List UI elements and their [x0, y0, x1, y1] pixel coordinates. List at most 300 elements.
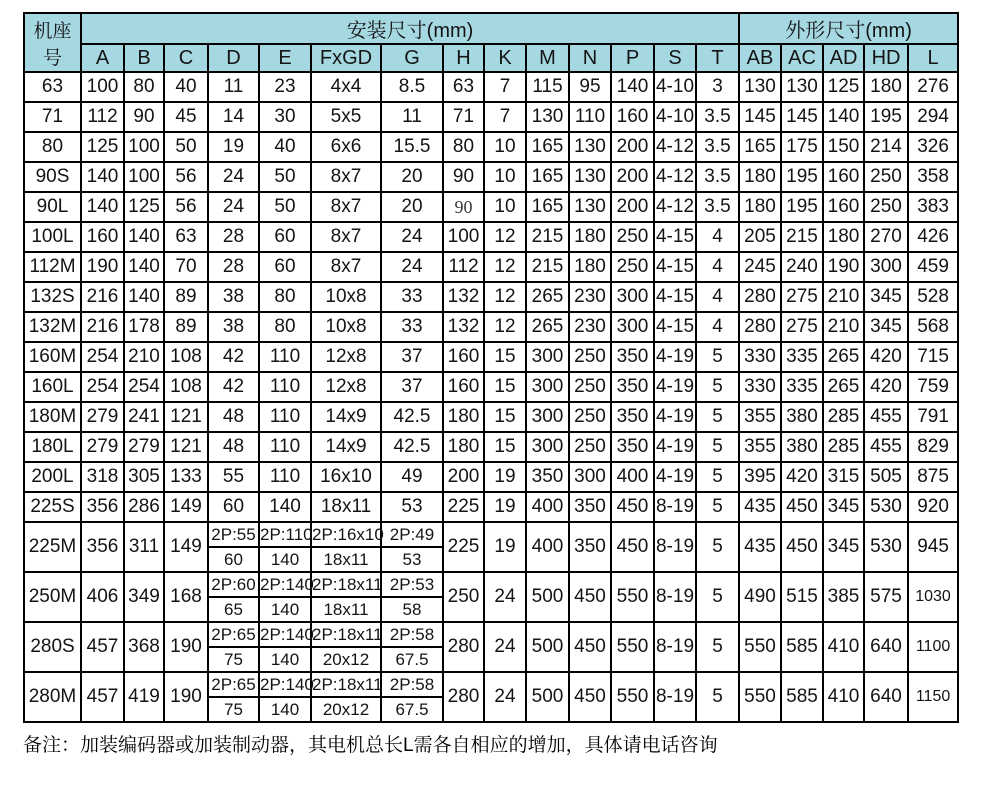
column-header-K: K: [484, 44, 526, 72]
value-cell: 280: [443, 672, 484, 722]
value-cell: 15: [484, 432, 526, 462]
value-cell: 280: [443, 622, 484, 672]
value-cell: 455: [864, 432, 908, 462]
value-cell: 145: [739, 102, 781, 132]
value-cell: 130: [739, 72, 781, 102]
frame-cell: 225S: [24, 492, 81, 522]
value-cell: 4: [696, 282, 739, 312]
value-cell: 568: [908, 312, 958, 342]
value-cell-sub: 65: [208, 597, 259, 622]
value-cell: 420: [781, 462, 823, 492]
table-row: [24, 462, 958, 492]
value-cell: 450: [611, 492, 654, 522]
value-cell: 550: [611, 672, 654, 722]
value-cell: 457: [81, 672, 124, 722]
value-cell: 132: [443, 282, 484, 312]
table-body: [24, 72, 958, 722]
value-cell: 180: [443, 432, 484, 462]
value-cell: 4-19: [654, 462, 696, 492]
value-cell: 4-10: [654, 102, 696, 132]
value-cell: 125: [823, 72, 864, 102]
column-header-M: M: [526, 44, 569, 72]
value-cell: 330: [739, 342, 781, 372]
value-cell: 175: [781, 132, 823, 162]
value-cell: 195: [864, 102, 908, 132]
value-cell: 275: [781, 282, 823, 312]
value-cell: 180: [739, 162, 781, 192]
value-cell: 345: [823, 522, 864, 572]
value-cell: 3.5: [696, 132, 739, 162]
value-cell: 24: [484, 572, 526, 622]
column-header-N: N: [569, 44, 611, 72]
value-cell: 455: [864, 402, 908, 432]
value-cell: 190: [164, 622, 208, 672]
value-cell: 528: [908, 282, 958, 312]
value-cell: 300: [526, 402, 569, 432]
table-row: [24, 672, 958, 697]
value-cell: 426: [908, 222, 958, 252]
value-cell: 550: [739, 672, 781, 722]
value-cell: 5: [696, 342, 739, 372]
value-cell: 250: [864, 162, 908, 192]
value-cell: 350: [569, 492, 611, 522]
value-cell: 63: [443, 72, 484, 102]
value-cell: 210: [823, 282, 864, 312]
value-cell: 130: [569, 192, 611, 222]
value-cell-2p: 2P:58: [381, 672, 443, 697]
frame-cell: 160L: [24, 372, 81, 402]
value-cell: 500: [526, 572, 569, 622]
value-cell: 230: [569, 282, 611, 312]
value-cell: 70: [164, 252, 208, 282]
value-cell: 254: [81, 372, 124, 402]
value-cell: 356: [81, 522, 124, 572]
value-cell: 10x8: [311, 312, 381, 342]
value-cell: 140: [124, 222, 164, 252]
value-cell-2p: 2P:110: [259, 522, 311, 547]
value-cell: 4-12: [654, 192, 696, 222]
value-cell: 250: [611, 222, 654, 252]
value-cell: 49: [381, 462, 443, 492]
value-cell: 215: [781, 222, 823, 252]
value-cell: 100: [81, 72, 124, 102]
value-cell: 125: [124, 192, 164, 222]
value-cell: 450: [569, 572, 611, 622]
value-cell-sub: 20x12: [311, 697, 381, 722]
column-header-P: P: [611, 44, 654, 72]
column-header-G: G: [381, 44, 443, 72]
value-cell: 550: [611, 622, 654, 672]
value-cell: 294: [908, 102, 958, 132]
value-cell: 326: [908, 132, 958, 162]
value-cell: 410: [823, 672, 864, 722]
value-cell: 457: [81, 622, 124, 672]
value-cell: 4-15: [654, 222, 696, 252]
value-cell: 5: [696, 572, 739, 622]
value-cell: 14: [208, 102, 259, 132]
value-cell-2p: 2P:65: [208, 672, 259, 697]
value-cell: 4: [696, 252, 739, 282]
value-cell: 225: [443, 522, 484, 572]
table-row: [24, 252, 958, 282]
value-cell: 23: [259, 72, 311, 102]
value-cell: 5: [696, 492, 739, 522]
value-cell: 265: [823, 342, 864, 372]
value-cell: 24: [381, 222, 443, 252]
value-cell: 8x7: [311, 162, 381, 192]
column-header-T: T: [696, 44, 739, 72]
value-cell: 759: [908, 372, 958, 402]
value-cell: 140: [81, 162, 124, 192]
value-cell: 286: [124, 492, 164, 522]
value-cell: 383: [908, 192, 958, 222]
value-cell: 4-12: [654, 162, 696, 192]
value-cell-sub: 75: [208, 647, 259, 672]
value-cell: 505: [864, 462, 908, 492]
value-cell: 254: [81, 342, 124, 372]
frame-cell: 132S: [24, 282, 81, 312]
value-cell: 200: [443, 462, 484, 492]
value-cell: 350: [569, 522, 611, 572]
value-cell: 358: [908, 162, 958, 192]
value-cell: 112: [443, 252, 484, 282]
value-cell: 4-12: [654, 132, 696, 162]
value-cell: 100: [443, 222, 484, 252]
value-cell: 63: [164, 222, 208, 252]
value-cell: 100: [124, 162, 164, 192]
value-cell: 311: [124, 522, 164, 572]
value-cell-2p: 2P:18x11: [311, 672, 381, 697]
value-cell: 279: [81, 432, 124, 462]
value-cell: 270: [864, 222, 908, 252]
value-cell: 178: [124, 312, 164, 342]
table-header: [24, 13, 958, 72]
value-cell: 335: [781, 342, 823, 372]
value-cell: 110: [259, 432, 311, 462]
value-cell: 140: [823, 102, 864, 132]
value-cell: 90: [124, 102, 164, 132]
value-cell: 4-19: [654, 342, 696, 372]
value-cell: 345: [864, 312, 908, 342]
value-cell: 5: [696, 522, 739, 572]
mounting-dimensions-header: 安装尺寸(mm): [81, 13, 739, 44]
table-row: [24, 102, 958, 132]
column-header-HD: HD: [864, 44, 908, 72]
value-cell: 345: [864, 282, 908, 312]
value-cell: 50: [259, 162, 311, 192]
value-cell: 48: [208, 432, 259, 462]
value-cell: 38: [208, 282, 259, 312]
value-cell: 210: [823, 312, 864, 342]
value-cell: 250: [569, 342, 611, 372]
value-cell: 215: [526, 222, 569, 252]
value-cell: 4-19: [654, 432, 696, 462]
value-cell: 165: [526, 132, 569, 162]
table-row: [24, 622, 958, 647]
value-cell-2p: 2P:58: [381, 622, 443, 647]
value-cell: 160: [823, 192, 864, 222]
value-cell: 12: [484, 252, 526, 282]
column-header-A: A: [81, 44, 124, 72]
table-row: [24, 372, 958, 402]
value-cell: 6x6: [311, 132, 381, 162]
value-cell: 24: [484, 622, 526, 672]
value-cell: 18x11: [311, 492, 381, 522]
value-cell: 20: [381, 162, 443, 192]
value-cell: 5: [696, 672, 739, 722]
value-cell: 530: [864, 492, 908, 522]
value-cell: 200: [611, 192, 654, 222]
value-cell: 380: [781, 402, 823, 432]
value-cell: 8x7: [311, 252, 381, 282]
value-cell: 90: [443, 192, 484, 222]
motor-dimension-table: [23, 12, 959, 723]
frame-cell: 250M: [24, 572, 81, 622]
value-cell: 550: [611, 572, 654, 622]
value-cell: 490: [739, 572, 781, 622]
value-cell: 280: [739, 312, 781, 342]
value-cell: 276: [908, 72, 958, 102]
value-cell-sub: 18x11: [311, 597, 381, 622]
value-cell: 50: [164, 132, 208, 162]
value-cell: 5: [696, 462, 739, 492]
value-cell: 140: [81, 192, 124, 222]
value-cell: 50: [259, 192, 311, 222]
column-header-AD: AD: [823, 44, 864, 72]
value-cell: 355: [739, 432, 781, 462]
value-cell: 400: [526, 492, 569, 522]
value-cell: 56: [164, 162, 208, 192]
value-cell: 350: [526, 462, 569, 492]
value-cell: 108: [164, 372, 208, 402]
value-cell: 300: [611, 312, 654, 342]
value-cell: 575: [864, 572, 908, 622]
table-row: [24, 342, 958, 372]
value-cell: 829: [908, 432, 958, 462]
value-cell: 42.5: [381, 402, 443, 432]
value-cell-2p: 2P:140: [259, 572, 311, 597]
frame-number-header: 机座号: [24, 13, 81, 72]
table-row: [24, 492, 958, 522]
value-cell: 45: [164, 102, 208, 132]
value-cell: 24: [208, 162, 259, 192]
value-cell: 4-19: [654, 402, 696, 432]
value-cell: 20: [381, 192, 443, 222]
value-cell-sub: 140: [259, 547, 311, 572]
value-cell: 80: [443, 132, 484, 162]
value-cell-sub: 58: [381, 597, 443, 622]
value-cell: 216: [81, 282, 124, 312]
value-cell-sub: 140: [259, 647, 311, 672]
value-cell: 140: [259, 492, 311, 522]
value-cell: 350: [611, 402, 654, 432]
value-cell: 115: [526, 72, 569, 102]
value-cell: 33: [381, 312, 443, 342]
value-cell: 406: [81, 572, 124, 622]
column-header-FxGD: FxGD: [311, 44, 381, 72]
value-cell: 4-15: [654, 282, 696, 312]
value-cell-sub: 53: [381, 547, 443, 572]
value-cell: 300: [611, 282, 654, 312]
value-cell: 80: [259, 282, 311, 312]
value-cell: 4: [696, 222, 739, 252]
value-cell: 300: [526, 342, 569, 372]
value-cell: 11: [381, 102, 443, 132]
column-header-AC: AC: [781, 44, 823, 72]
value-cell: 160: [443, 372, 484, 402]
value-cell: 42: [208, 372, 259, 402]
value-cell: 40: [259, 132, 311, 162]
table-row: [24, 432, 958, 462]
value-cell: 214: [864, 132, 908, 162]
value-cell: 165: [526, 192, 569, 222]
value-cell: 150: [823, 132, 864, 162]
value-cell: 37: [381, 372, 443, 402]
value-cell: 28: [208, 252, 259, 282]
value-cell: 195: [781, 192, 823, 222]
value-cell: 5: [696, 432, 739, 462]
frame-cell: 180L: [24, 432, 81, 462]
value-cell: 140: [611, 72, 654, 102]
frame-cell: 71: [24, 102, 81, 132]
value-cell: 100: [124, 132, 164, 162]
value-cell: 195: [781, 162, 823, 192]
value-cell: 110: [569, 102, 611, 132]
column-header-L: L: [908, 44, 958, 72]
frame-cell: 80: [24, 132, 81, 162]
value-cell-2p: 2P:53: [381, 572, 443, 597]
value-cell: 19: [484, 522, 526, 572]
frame-cell: 225M: [24, 522, 81, 572]
value-cell: 225: [443, 492, 484, 522]
value-cell: 8-19: [654, 672, 696, 722]
value-cell: 12x8: [311, 372, 381, 402]
value-cell: 145: [781, 102, 823, 132]
value-cell: 380: [781, 432, 823, 462]
value-cell: 80: [259, 312, 311, 342]
value-cell: 180: [739, 192, 781, 222]
value-cell: 60: [259, 252, 311, 282]
value-cell: 190: [81, 252, 124, 282]
table-row: [24, 522, 958, 547]
value-cell: 121: [164, 432, 208, 462]
value-cell: 254: [124, 372, 164, 402]
value-cell: 350: [611, 432, 654, 462]
value-cell: 19: [484, 462, 526, 492]
value-cell: 945: [908, 522, 958, 572]
table-row: [24, 192, 958, 222]
value-cell: 265: [823, 372, 864, 402]
frame-cell: 180M: [24, 402, 81, 432]
value-cell: 15: [484, 342, 526, 372]
value-cell: 250: [569, 432, 611, 462]
value-cell: 15: [484, 372, 526, 402]
value-cell: 108: [164, 342, 208, 372]
value-cell-sub: 67.5: [381, 697, 443, 722]
value-cell: 450: [611, 522, 654, 572]
frame-cell: 90S: [24, 162, 81, 192]
value-cell: 7: [484, 72, 526, 102]
table-row: [24, 572, 958, 597]
value-cell: 8-19: [654, 522, 696, 572]
value-cell: 330: [739, 372, 781, 402]
value-cell: 132: [443, 312, 484, 342]
value-cell: 400: [611, 462, 654, 492]
value-cell: 245: [739, 252, 781, 282]
value-cell: 149: [164, 522, 208, 572]
value-cell: 280: [739, 282, 781, 312]
value-cell: 265: [526, 312, 569, 342]
value-cell: 12: [484, 312, 526, 342]
value-cell-2p: 2P:140: [259, 622, 311, 647]
value-cell: 640: [864, 672, 908, 722]
value-cell: 4-10: [654, 72, 696, 102]
value-cell: 530: [864, 522, 908, 572]
value-cell: 300: [569, 462, 611, 492]
value-cell: 42: [208, 342, 259, 372]
value-cell: 3: [696, 72, 739, 102]
value-cell: 4: [696, 312, 739, 342]
frame-cell: 112M: [24, 252, 81, 282]
value-cell: 200: [611, 132, 654, 162]
value-cell: 368: [124, 622, 164, 672]
value-cell: 190: [164, 672, 208, 722]
value-cell: 305: [124, 462, 164, 492]
value-cell: 110: [259, 342, 311, 372]
column-header-D: D: [208, 44, 259, 72]
value-cell: 110: [259, 462, 311, 492]
column-header-row: [24, 44, 958, 72]
column-header-AB: AB: [739, 44, 781, 72]
value-cell: 24: [484, 672, 526, 722]
value-cell: 95: [569, 72, 611, 102]
value-cell: 112: [81, 102, 124, 132]
value-cell: 450: [781, 522, 823, 572]
value-cell: 4-15: [654, 312, 696, 342]
value-cell: 215: [526, 252, 569, 282]
value-cell: 230: [569, 312, 611, 342]
value-cell: 350: [611, 342, 654, 372]
value-cell: 160: [823, 162, 864, 192]
value-cell: 130: [569, 162, 611, 192]
value-cell: 130: [569, 132, 611, 162]
value-cell: 420: [864, 372, 908, 402]
value-cell: 140: [124, 282, 164, 312]
value-cell: 10x8: [311, 282, 381, 312]
value-cell: 15: [484, 402, 526, 432]
value-cell: 349: [124, 572, 164, 622]
value-cell: 200: [611, 162, 654, 192]
value-cell: 53: [381, 492, 443, 522]
value-cell-sub: 140: [259, 597, 311, 622]
value-cell: 715: [908, 342, 958, 372]
value-cell: 19: [484, 492, 526, 522]
value-cell: 8x7: [311, 192, 381, 222]
frame-cell: 132M: [24, 312, 81, 342]
value-cell: 240: [781, 252, 823, 282]
value-cell: 285: [823, 432, 864, 462]
value-cell: 3.5: [696, 102, 739, 132]
value-cell: 130: [526, 102, 569, 132]
value-cell: 459: [908, 252, 958, 282]
value-cell: 10: [484, 192, 526, 222]
value-cell: 515: [781, 572, 823, 622]
value-cell: 10: [484, 132, 526, 162]
value-cell-2p: 2P:16x10: [311, 522, 381, 547]
value-cell: 60: [208, 492, 259, 522]
value-cell: 241: [124, 402, 164, 432]
value-cell: 12x8: [311, 342, 381, 372]
